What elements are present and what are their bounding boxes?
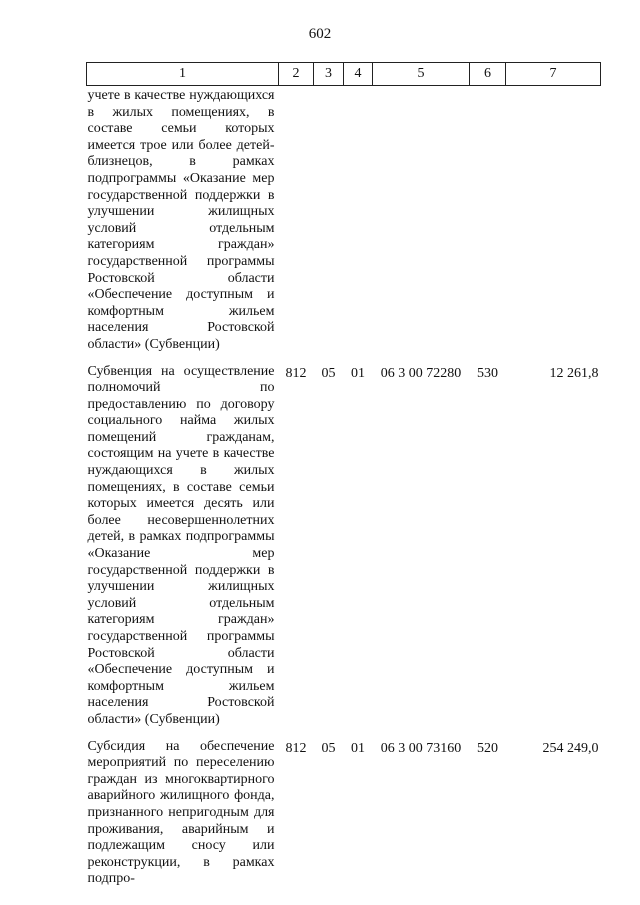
header-col-3: 3	[314, 63, 344, 86]
row-col-3	[314, 86, 344, 364]
row-description: учете в качестве нуждающихся в жилых помещениях, в составе семьи которых имеется трое или более детей-близнецов, в рамках подпрограммы «Оказание мер государственной поддержки в улучшении жилищных условий отдельным категориям граждан» государственной программы Ростовской области «Обеспечение доступным и комфортным жильем населения Ростовской области» (Субвенции)	[87, 88, 275, 352]
row-col-5: 06 3 00 73160	[380, 740, 462, 756]
row-col-3: 05	[321, 740, 336, 756]
table-row	[87, 364, 601, 739]
row-col-5: 06 3 00 72280	[380, 365, 462, 381]
header-col-1: 1	[87, 63, 279, 86]
row-col-2	[279, 86, 314, 364]
row-col-7	[506, 86, 601, 364]
row-col-2: 812	[285, 740, 307, 756]
header-col-5: 5	[373, 63, 470, 86]
row-col-6: 530	[477, 365, 498, 381]
row-col-7: 254 249,0	[542, 740, 599, 756]
header-col-2: 2	[279, 63, 314, 86]
table-row	[87, 86, 601, 364]
header-col-4: 4	[344, 63, 373, 86]
row-col-3: 05	[321, 365, 336, 381]
table-header-row	[87, 63, 601, 86]
row-col-6: 520	[477, 740, 498, 756]
row-col-2: 812	[285, 365, 307, 381]
table-row	[87, 739, 601, 888]
header-col-7: 7	[506, 63, 601, 86]
row-col-5	[373, 86, 470, 364]
row-description: Субвенция на осуществление полномочий по предоставлению по договору социального найма жилых помещений гражданам, состоящим на учете в качестве нуждающихся в жилых помещениях, в составе семьи которых имеется десять или более несовершеннолетних детей, в рамках подпрограммы «Оказание мер государственной поддержки в улучшении жилищных условий отдельным категориям граждан» государственной программы Ростовской области «Обеспечение доступным и комфортным жильем населения Ростовской области» (Субвенции)	[87, 363, 275, 727]
row-col-4: 01	[351, 365, 365, 381]
row-description: Субсидия на обеспечение мероприятий по переселению граждан из многоквартирного аварийного жилищного фонда, признанного непригодным для проживания, аварийным и подлежащим сносу или реконструкции, в рамках подпро-	[87, 738, 275, 887]
page-number: 602	[308, 26, 332, 42]
budget-table	[86, 62, 601, 888]
header-col-6: 6	[470, 63, 506, 86]
row-col-4: 01	[351, 740, 365, 756]
row-col-7: 12 261,8	[549, 365, 599, 381]
row-col-6	[470, 86, 506, 364]
row-col-4	[344, 86, 373, 364]
